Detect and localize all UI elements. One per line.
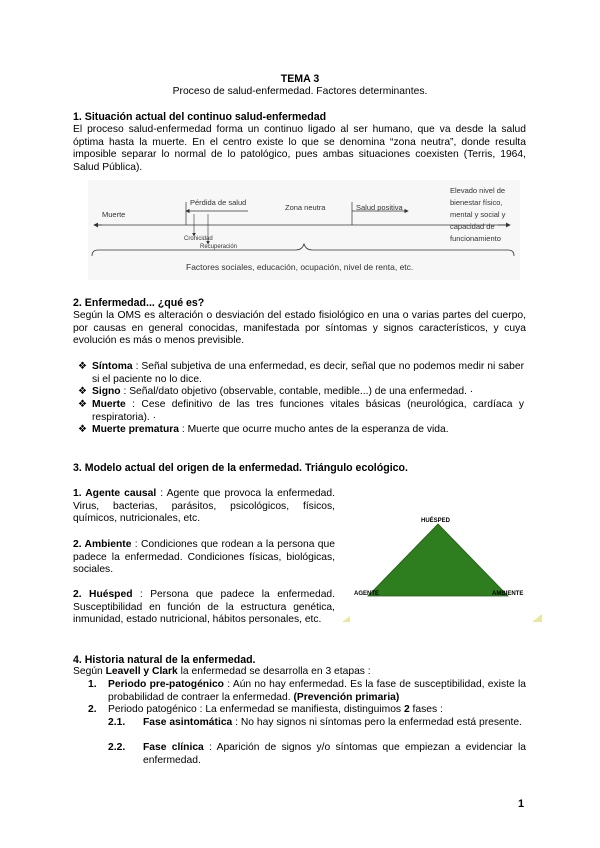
sublist-item-clinica	[143, 742, 526, 767]
item-text: : Agente que provoca la enfermedad. Virus, bacterias, parásitos, psicológicos, físicos, químicos, nutricionales, etc.	[73, 488, 335, 525]
section-1-heading: 1. Situación actual del continuo salud-enfermedad	[73, 111, 327, 123]
list-item-pre-patogenico	[108, 679, 526, 704]
bullet-sintoma	[78, 361, 524, 386]
bullet-term: Signo	[92, 386, 121, 397]
bullet-text: : Señal subjetiva de una enfermedad, es decir, señal que no podemos medir ni saber si el paciente no lo dice.	[92, 361, 524, 385]
item-agente-causal	[73, 488, 335, 526]
label-ambiente: AMBIENTE	[492, 591, 524, 597]
sublist-item-asintomatica	[143, 717, 526, 730]
item-text: : Aparición de signos y/o síntomas que empiezan a evidenciar la enfermedad.	[143, 742, 526, 766]
page-title: TEMA 3	[280, 73, 320, 85]
section-3-heading: 3. Modelo actual del origen de la enfermedad. Triángulo ecológico.	[73, 462, 408, 474]
decoration-left	[342, 616, 350, 622]
bullet-muerte-prematura	[78, 424, 524, 437]
section-2-paragraph: Según la OMS es alteración o desviación del estado fisiológico en una o varias partes del cuerpo, por causas en general conocidas, manifestada por síntomas y signos característicos, y cuya evolución es más o menos previsible.	[73, 310, 526, 347]
item-huesped	[73, 589, 335, 627]
label-agente: AGENTE	[354, 591, 380, 597]
section-4-heading: 4. Historia natural de la enfermedad.	[73, 654, 256, 666]
item-term: Fase asintomática	[143, 717, 233, 728]
list-number: 2.	[88, 704, 97, 715]
label-elevado-1: Elevado nivel de	[450, 186, 506, 195]
item-text: fases :	[409, 704, 443, 715]
triangle-shape	[368, 524, 508, 596]
section-1-paragraph: El proceso salud-enfermedad forma un continuo ligado al ser humano, que va desde la salud óptima hasta la muerte. En el centro existe lo que se denomina “zona neutra”, donde resulta imposible separar lo normal de lo patológico, pues ambas situaciones coexisten (Terris, 1964, Salud Pública).	[73, 124, 526, 173]
intro-text: la enfermedad se desarrolla en 3 etapas :	[177, 666, 371, 677]
bullet-marker: ❖	[78, 424, 87, 435]
item-term: Fase clínica	[143, 742, 204, 753]
bullet-marker: ❖	[78, 399, 87, 410]
label-muerte: Muerte	[102, 210, 126, 219]
label-elevado-4: capacidad de	[450, 222, 495, 231]
label-cronicidad: Cronicidad	[184, 236, 213, 242]
item-text: : No hay signos ni síntomas pero la enfermedad está presente.	[232, 717, 522, 728]
item-text: : Persona que padece la enfermedad. Susceptibilidad en función de la estructura genética, inmunidad, estado nutricional, hábitos personales, etc.	[73, 589, 336, 626]
intro-authors: Leavell y Clark	[105, 666, 178, 677]
bullet-text: : Cese definitivo de las tres funciones vitales básicas (neurológica, cardíaca y respiratoria). ·	[92, 399, 524, 423]
bullet-term: Muerte prematura	[92, 424, 179, 435]
label-recuperacion: Recuperación	[200, 244, 238, 250]
item-text: : Aún no hay enfermedad. Es la fase de susceptibilidad, existe la probabilidad de contraer la enfermedad.	[108, 679, 526, 703]
label-elevado-2: bienestar físico,	[450, 198, 503, 207]
section-4-intro	[73, 666, 526, 679]
bullet-text: : Señal/dato objetivo (observable, contable, medible...) de una enfermedad. ·	[120, 386, 474, 397]
health-continuum-diagram	[88, 180, 520, 280]
label-elevado-5: funcionamiento	[450, 234, 501, 243]
bullet-text: : Muerte que ocurre mucho antes de la esperanza de vida.	[178, 424, 449, 435]
item-emphasis: 2	[403, 704, 410, 715]
bullet-marker: ❖	[78, 386, 87, 397]
bullet-muerte	[78, 399, 524, 424]
item-text: Periodo patogénico : La enfermedad se manifiesta, distinguimos	[108, 704, 404, 715]
item-ambiente	[73, 539, 335, 577]
sublist-number: 2.1.	[108, 717, 126, 728]
label-factores: Factores sociales, educación, ocupación, nivel de renta, etc.	[186, 262, 414, 272]
page-number: 1	[518, 798, 525, 810]
ecological-triangle	[342, 512, 546, 627]
sublist-number: 2.2.	[108, 742, 126, 753]
label-zona: Zona neutra	[285, 203, 326, 212]
label-salud: Salud positiva	[356, 203, 403, 212]
decoration-right	[532, 614, 542, 622]
item-term: 2. Huésped	[73, 589, 133, 600]
bullet-marker: ❖	[78, 361, 87, 372]
item-term: 2. Ambiente	[73, 539, 132, 550]
bullet-term: Síntoma	[92, 361, 133, 372]
page-subtitle: Proceso de salud-enfermedad. Factores determinantes.	[172, 86, 428, 97]
bullet-signo	[78, 386, 524, 399]
label-elevado-3: mental y social y	[450, 210, 506, 219]
label-perdida: Pérdida de salud	[190, 198, 247, 207]
list-item-patogenico	[108, 704, 526, 717]
item-emphasis: (Prevención primaria)	[293, 691, 400, 703]
item-term: 1. Agente causal	[73, 488, 157, 499]
section-2-heading: 2. Enfermedad... ¿qué es?	[73, 297, 205, 309]
list-number: 1.	[88, 679, 97, 690]
item-text: : Condiciones que rodean a la persona que padece la enfermedad. Condiciones físicas, biológicas, sociales.	[73, 539, 335, 576]
label-huesped: HUÉSPED	[421, 518, 451, 524]
intro-text: Según	[73, 666, 106, 677]
bullet-term: Muerte	[92, 399, 126, 410]
item-term: Periodo pre-patogénico	[108, 679, 224, 690]
